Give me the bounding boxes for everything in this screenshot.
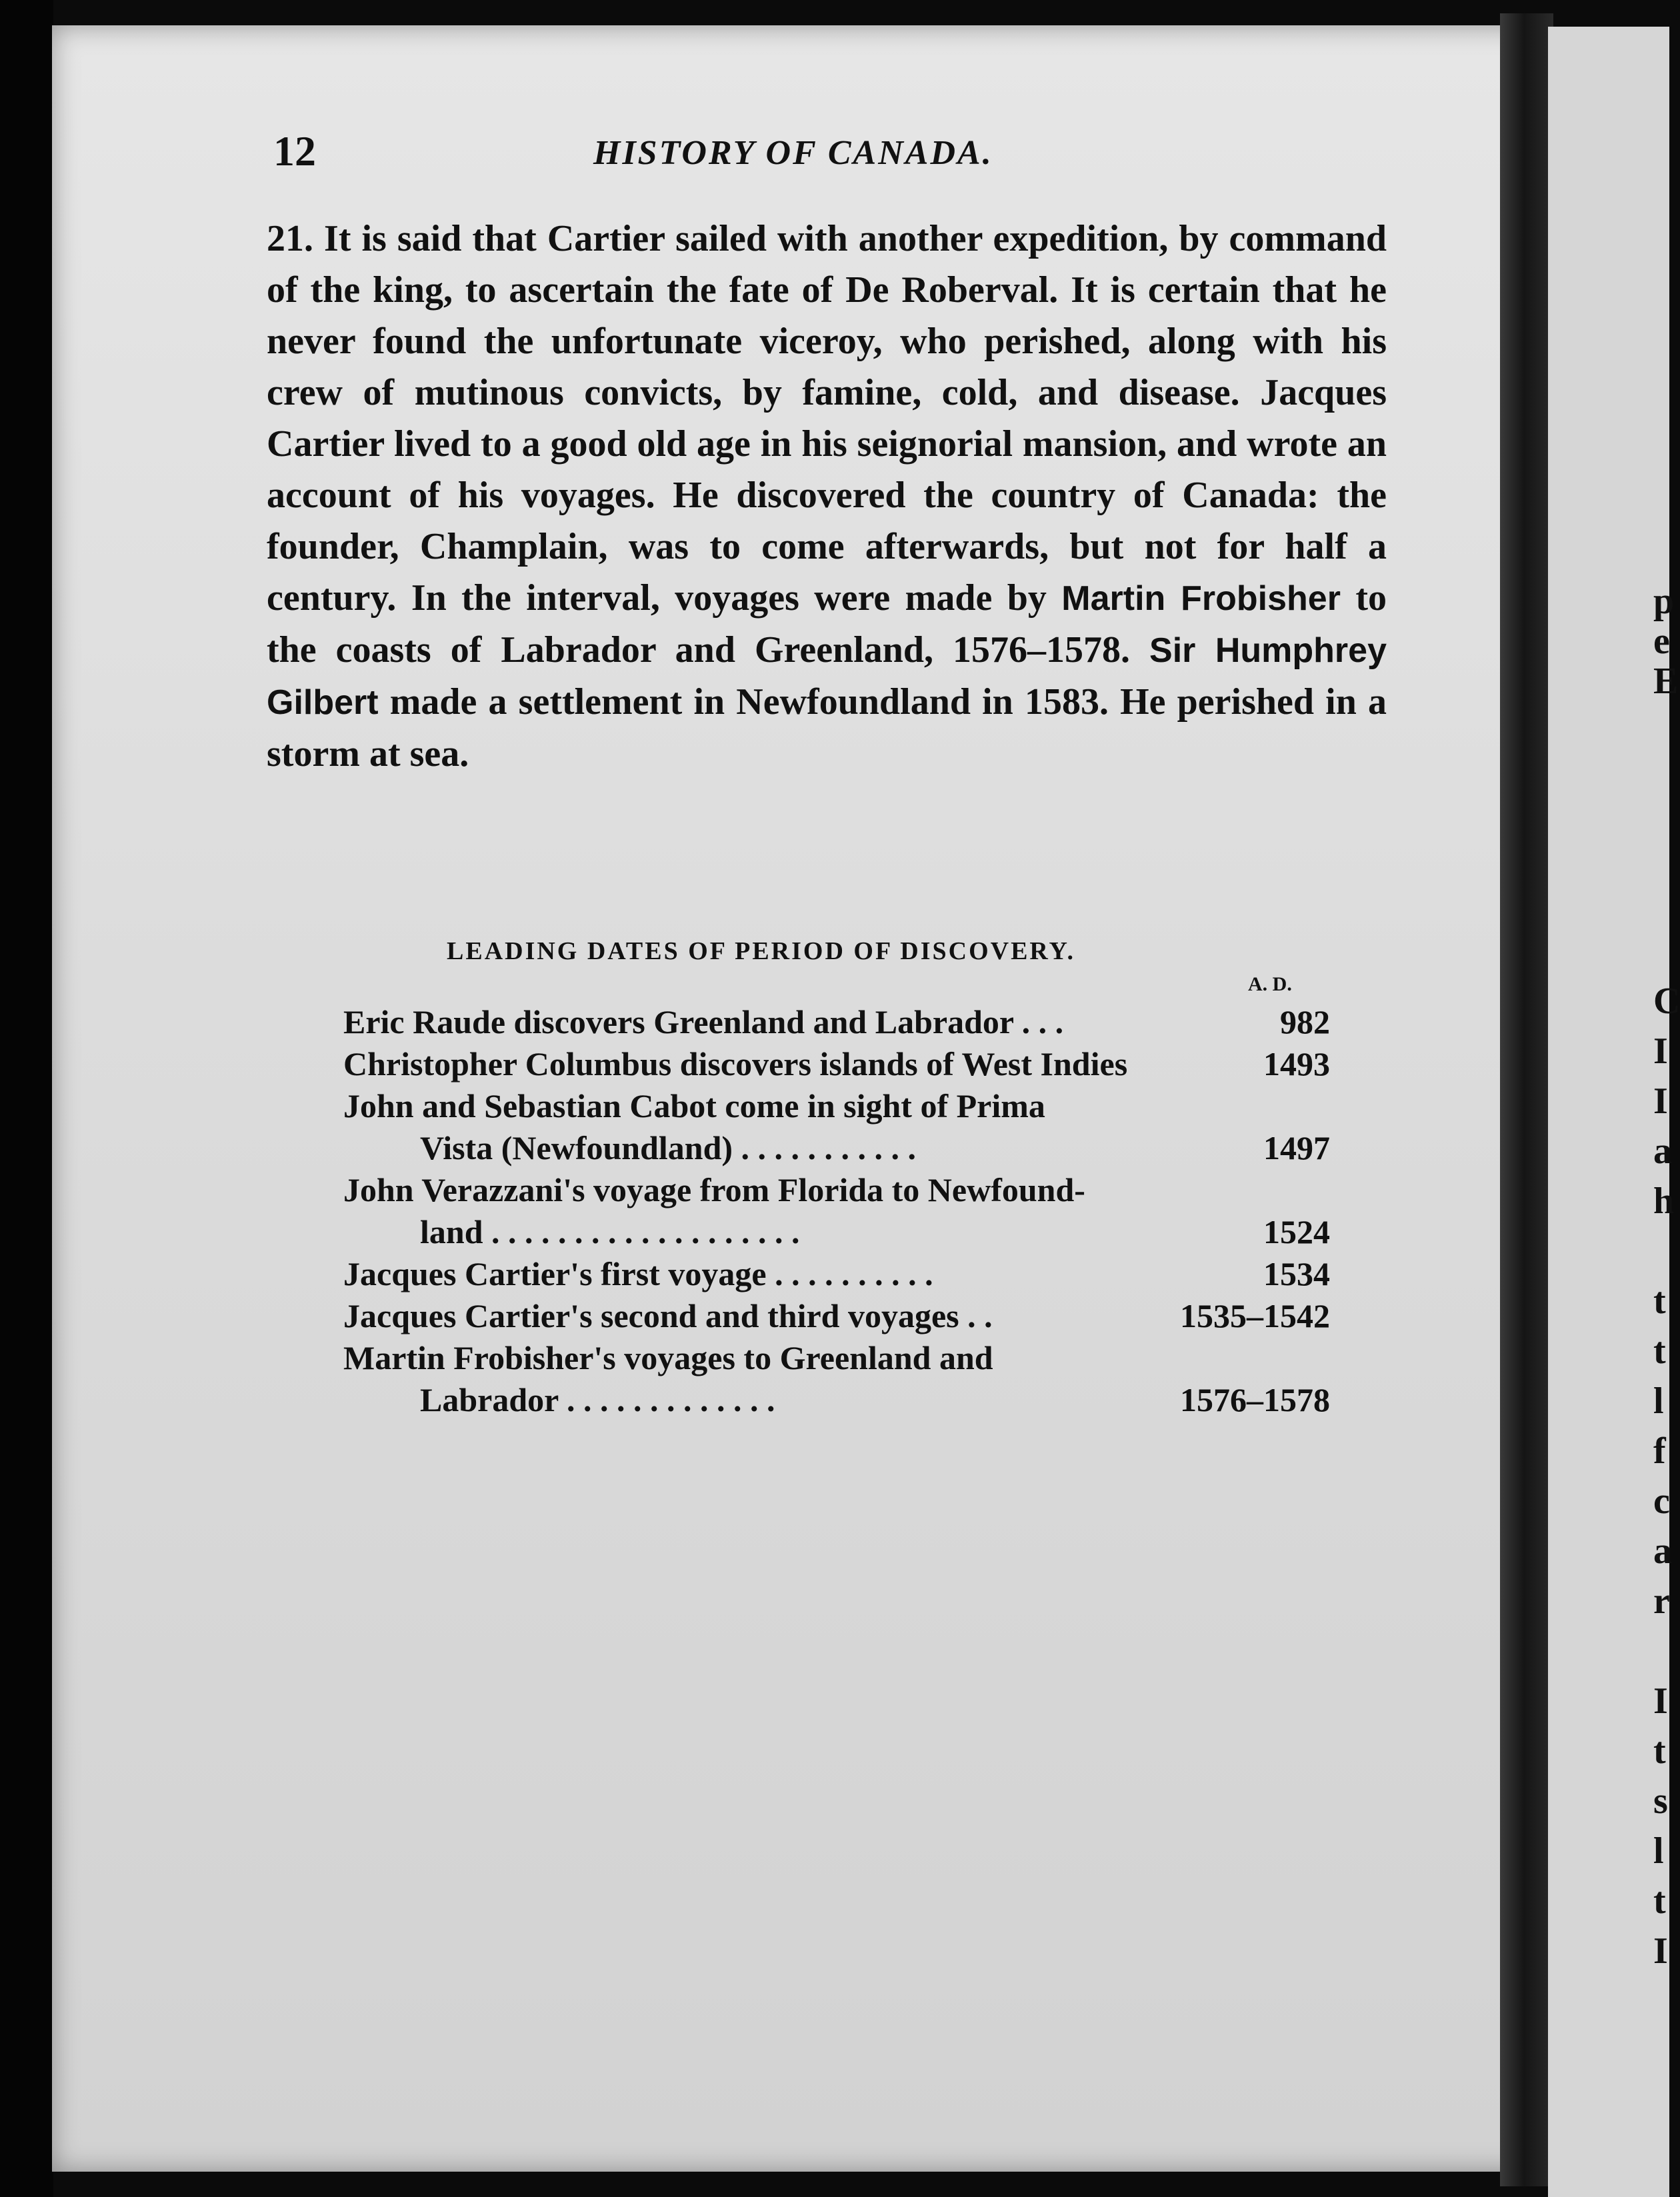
adjacent-page-fragment: l — [1653, 1380, 1664, 1422]
date-entry-description: Jacques Cartier's second and third voyages . . — [343, 1297, 993, 1334]
dates-table — [343, 1001, 1330, 1421]
adjacent-page-fragment: t — [1653, 1730, 1666, 1772]
adjacent-page-fragment: e — [1653, 621, 1670, 662]
adjacent-page-fragment: t — [1653, 1280, 1666, 1322]
date-entry — [343, 1253, 1330, 1295]
adjacent-page-fragment: I — [1653, 1930, 1668, 1972]
adjacent-page-fragment: a — [1653, 1130, 1672, 1172]
date-entry-description: John Verazzani's voyage from Florida to Newfound- — [343, 1171, 1085, 1208]
scan-left-edge — [0, 0, 53, 2197]
page-number: 12 — [273, 127, 316, 175]
date-entry-description: Christopher Columbus discovers islands of West Indies — [343, 1045, 1128, 1083]
date-entry-year: 1576–1578 — [1180, 1381, 1330, 1418]
adjacent-page-fragment: I — [1653, 1031, 1668, 1072]
paragraph-text: It is said that Cartier sailed with another expedition, by command of the king, to ascertain the fate of De Roberval. It is certain that he never found the unfortunate viceroy, who perished, along with his crew of mutinous convicts, by famine, cold, and disease. Jacques Cartier lived to a good old age in his seignorial mansion, and wrote an account of his voyages. He discovered the country of Canada: the founder, Champlain, was to come afterwards, but not for half a century. In the interval, voyages were made by — [267, 218, 1387, 619]
date-entry — [343, 1169, 1330, 1253]
date-entry-description: Jacques Cartier's first voyage . . . . . . . . . . — [343, 1255, 933, 1292]
adjacent-page-fragment: f — [1653, 1430, 1666, 1472]
adjacent-page-fragment: r — [1653, 1580, 1670, 1622]
date-entry — [343, 1337, 1330, 1421]
adjacent-page-fragment: p — [1653, 581, 1675, 622]
paragraph-number: 21. — [267, 218, 313, 259]
adjacent-page-fragment: I — [1653, 1680, 1668, 1722]
adjacent-page-fragment: t — [1653, 1330, 1666, 1372]
date-entry-continuation: Vista (Newfoundland) . . . . . . . . . . . — [420, 1129, 917, 1166]
year-column-label: A. D. — [1248, 973, 1292, 995]
paragraph-21 — [267, 213, 1387, 780]
book-gutter — [1500, 13, 1553, 2186]
paragraph-text: made a settlement in Newfoundland in 1583. He perished in a storm at sea. — [267, 681, 1387, 775]
adjacent-page-fragment: h — [1653, 1180, 1675, 1222]
adjacent-page-fragment: t — [1653, 1880, 1666, 1922]
paragraph-text: to the coasts of Labrador and Greenland, 1576–1578. — [267, 577, 1387, 671]
page-header — [273, 127, 1407, 187]
date-entry-year: 1497 — [1263, 1129, 1330, 1166]
adjacent-page-fragment: C — [1653, 981, 1680, 1022]
adjacent-page-fragment: I — [1653, 1081, 1668, 1122]
adjacent-page-fragment: c — [1653, 1480, 1670, 1522]
date-entry — [343, 1085, 1330, 1169]
adjacent-page-fragment: E — [1653, 661, 1679, 702]
adjacent-page-fragment: a — [1653, 1530, 1672, 1572]
date-entry-year: 1524 — [1263, 1213, 1330, 1250]
dates-heading: LEADING DATES OF PERIOD OF DISCOVERY. — [447, 937, 1075, 965]
running-title: HISTORY OF CANADA. — [593, 134, 993, 172]
date-entry-description: Martin Frobisher's voyages to Greenland and — [343, 1339, 993, 1376]
date-entry-continuation: Labrador . . . . . . . . . . . . . — [420, 1381, 775, 1418]
date-entry-description: John and Sebastian Cabot come in sight of Prima — [343, 1087, 1045, 1124]
date-entry — [343, 1043, 1330, 1085]
date-entry-year: 1534 — [1263, 1255, 1330, 1292]
name-humphrey-gilbert: Sir Humphrey Gilbert — [267, 631, 1387, 722]
date-entry-continuation: land . . . . . . . . . . . . . . . . . . . — [420, 1213, 800, 1250]
adjacent-page-fragment: s — [1653, 1780, 1668, 1822]
date-entry-description: Eric Raude discovers Greenland and Labrador . . . — [343, 1003, 1064, 1041]
date-entry — [343, 1001, 1330, 1043]
name-martin-frobisher: Martin Frobisher — [1061, 579, 1341, 618]
date-entry-year: 1493 — [1263, 1045, 1330, 1083]
date-entry — [343, 1295, 1330, 1337]
adjacent-page — [1548, 27, 1669, 2197]
date-entry-year: 1535–1542 — [1180, 1297, 1330, 1334]
adjacent-page-fragment: l — [1653, 1830, 1664, 1872]
date-entry-year: 982 — [1280, 1003, 1330, 1041]
